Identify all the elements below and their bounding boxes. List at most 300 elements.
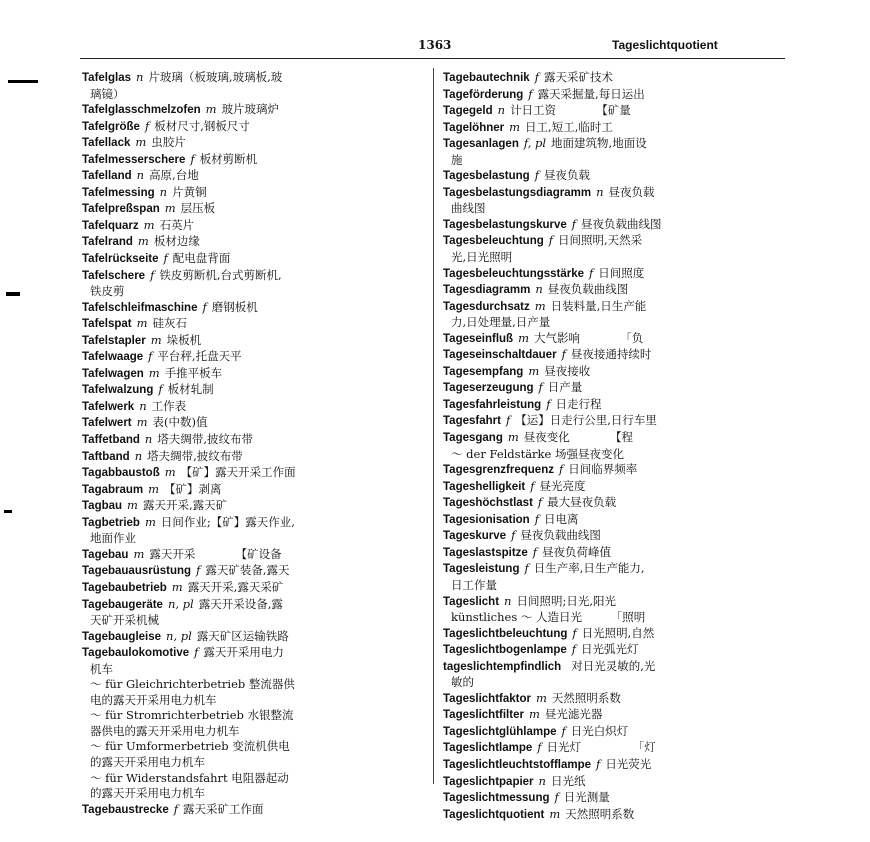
definition: 日光灯 「灯 <box>546 740 656 755</box>
grammar-tag: n <box>596 184 604 199</box>
headword: Tafelrand <box>82 236 133 249</box>
dictionary-entry <box>82 366 430 383</box>
dictionary-entry <box>82 802 430 819</box>
definition: 露天开采,露天矿 <box>142 498 228 513</box>
headword: Tagebaubetrieb <box>82 581 167 594</box>
headword: Tafelglasschmelzofen <box>82 104 201 117</box>
grammar-tag: f <box>524 561 529 576</box>
headword: Tafelwagen <box>82 367 144 380</box>
headword: Tagelöhner <box>443 121 505 134</box>
dictionary-entry <box>443 168 785 185</box>
dictionary-entry <box>82 300 430 317</box>
grammar-tag: n <box>134 448 143 463</box>
continuation-line: künstliches ～ 人造日光 「照明 <box>451 610 646 625</box>
definition: 日电离 <box>543 511 579 526</box>
grammar-tag: m <box>507 430 519 445</box>
definition: 昼夜负载曲线图 <box>581 216 662 231</box>
grammar-tag: f <box>571 216 577 231</box>
definition: 表(中数)值 <box>152 415 208 430</box>
grammar-tag: f <box>537 740 542 755</box>
definition: 露天采掘量,每日运出 <box>537 86 645 101</box>
dictionary-entry <box>82 415 430 432</box>
page-number: 1363 <box>418 38 452 52</box>
definition: 对日光灵敏的,光 <box>571 658 656 673</box>
grammar-tag: f <box>554 790 559 805</box>
grammar-tag: f <box>196 563 201 578</box>
headword: Tageserzeugung <box>443 382 534 395</box>
headword: Tagesbelastung <box>443 170 530 183</box>
headword: Taftband <box>82 450 130 463</box>
grammar-tag: f <box>589 265 594 280</box>
definition: 层压板 <box>180 201 216 216</box>
definition: 昼光亮度 <box>539 478 586 493</box>
grammar-tag: f <box>194 645 199 660</box>
headword: Tafelquarz <box>82 219 139 232</box>
grammar-tag: f <box>158 382 163 397</box>
headword: Tagbetrieb <box>82 516 140 529</box>
continuation-line: 铁皮剪 <box>90 284 125 299</box>
definition: 日间照度 <box>598 265 645 280</box>
definition: 日光荧光 <box>605 756 652 771</box>
headword: Tagesgrenzfrequenz <box>443 464 554 477</box>
grammar-tag: f <box>572 625 577 640</box>
definition: 昼夜负载曲线图 <box>547 282 629 297</box>
grammar-tag: n, pl <box>166 628 192 643</box>
dictionary-entry <box>443 331 785 348</box>
definition: 露天矿区运输铁路 <box>196 628 289 643</box>
grammar-tag: n <box>504 593 512 608</box>
continuation-line: ～ für Stromrichterbetrieb 水银整流 <box>90 708 294 723</box>
headword: Tagesdurchsatz <box>443 300 530 313</box>
definition: 露天开采设备,露 <box>198 596 283 611</box>
dictionary-entry <box>82 135 430 152</box>
definition: 昼夜接收 <box>544 363 591 378</box>
headword: Tageslichtlampe <box>443 742 533 755</box>
grammar-tag: m <box>143 217 155 232</box>
dictionary-entry <box>443 462 785 479</box>
definition: 日间照明;日光,阳光 <box>516 593 616 608</box>
headword: Tafelland <box>82 170 132 183</box>
definition: 日装料量,日生产能 <box>550 298 647 313</box>
grammar-tag: f <box>561 347 566 362</box>
dictionary-entry <box>82 168 430 185</box>
headword: Tagebaustrecke <box>82 803 169 816</box>
grammar-tag: f <box>596 756 601 771</box>
headword: Tagesanlagen <box>443 138 519 151</box>
dictionary-entry <box>82 382 430 399</box>
definition: 日间照明,天然采 <box>558 233 643 248</box>
definition: 天然照明系数 <box>565 806 635 821</box>
continuation-line: 地面作业 <box>90 531 136 546</box>
headword: Tageshelligkeit <box>443 480 526 493</box>
grammar-tag: n <box>159 184 168 199</box>
definition: 石英片 <box>159 217 195 232</box>
headword: Tafelpreßspan <box>82 203 160 216</box>
definition: 塔夫绸带,披纹布带 <box>157 432 253 447</box>
definition: 【矿】剥离 <box>164 481 222 496</box>
right-column <box>443 70 785 823</box>
headword: Tageshöchstlast <box>443 497 533 510</box>
definition: 日光照明,自然 <box>581 625 655 640</box>
dictionary-entry <box>443 233 785 250</box>
grammar-tag: f <box>202 299 207 314</box>
headword: Tagesbeleuchtung <box>443 235 544 248</box>
headword: Tageslichtfaktor <box>443 692 531 705</box>
continuation-line: 璃镜） <box>90 86 125 101</box>
continuation-line: 敏的 <box>451 675 474 690</box>
dictionary-entry <box>82 629 430 646</box>
continuation-line: 的露天开采用电力机车 <box>90 754 205 769</box>
definition: 露天采矿工作面 <box>182 801 264 816</box>
dictionary-entry <box>82 316 430 333</box>
dictionary-entry <box>443 594 785 611</box>
definition: 日间作业;【矿】露天作业, <box>160 514 295 529</box>
grammar-tag: m <box>205 102 217 117</box>
continuation-line: 光,日光照明 <box>451 250 513 265</box>
headword: Tagebaulokomotive <box>82 647 190 660</box>
dictionary-entry <box>443 380 785 397</box>
grammar-tag: f <box>537 495 543 510</box>
headword: Tagesionisation <box>443 513 530 526</box>
dictionary-entry <box>443 103 785 120</box>
dictionary-entry <box>82 185 430 202</box>
continuation-line: 日工作量 <box>451 577 497 592</box>
continuation-line: 机车 <box>90 661 113 676</box>
definition: 塔夫绸带,披纹布带 <box>147 448 243 463</box>
headword: Tagesfahrt <box>443 415 501 428</box>
dictionary-entry <box>443 707 785 724</box>
definition: 板材剪断机 <box>199 151 258 166</box>
grammar-tag: f <box>528 86 533 101</box>
grammar-tag: m <box>534 298 546 313</box>
header-rule <box>80 58 785 59</box>
headword: Tafelspat <box>82 318 132 331</box>
grammar-tag: f <box>532 544 538 559</box>
grammar-tag: f <box>538 380 543 395</box>
definition: 昼夜负载 <box>608 184 655 199</box>
grammar-tag: m <box>509 119 521 134</box>
definition: 板材尺寸,钢板尺寸 <box>154 118 250 133</box>
continuation-line: ～ für Umformerbetrieb 变流机供电 <box>90 739 290 754</box>
dictionary-entry <box>82 333 430 350</box>
definition: 工作表 <box>151 398 187 413</box>
dictionary-entry <box>443 528 785 545</box>
continuation-line: 曲线图 <box>451 201 486 216</box>
definition: 日间临界频率 <box>568 462 638 477</box>
grammar-tag: f <box>163 251 168 266</box>
definition: 地面建筑物,地面设 <box>551 136 647 151</box>
dictionary-entry <box>443 364 785 381</box>
definition: 昼夜负载曲线图 <box>520 528 601 543</box>
dictionary-entry <box>443 347 785 364</box>
definition: 日走行程 <box>555 396 602 411</box>
grammar-tag: m <box>127 498 138 513</box>
definition: 最大昼夜负载 <box>547 495 617 510</box>
definition: 大气影响 「负 <box>533 330 644 345</box>
grammar-tag: m <box>164 465 176 480</box>
dictionary-entry <box>443 413 785 430</box>
headword: Tageförderung <box>443 88 524 101</box>
definition: 昼光滤光器 <box>544 707 603 722</box>
grammar-tag: n <box>136 70 144 84</box>
definition: 硅灰石 <box>152 316 188 331</box>
grammar-tag: n <box>144 432 153 447</box>
definition: 昼夜接通持续时 <box>570 347 652 362</box>
grammar-tag: m <box>528 363 540 378</box>
dictionary-entry <box>443 299 785 316</box>
definition: 垛板机 <box>166 332 202 347</box>
dictionary-entry <box>443 561 785 578</box>
definition: 露天矿装备,露天 <box>205 563 290 578</box>
definition: 露天开采用电力 <box>203 645 284 660</box>
dictionary-entry <box>82 102 430 119</box>
continuation-line: 器供电的露天开采用电力机车 <box>90 723 240 738</box>
dictionary-entry <box>82 482 430 499</box>
headword: Tafellack <box>82 137 131 150</box>
continuation-line: ～ für Gleichrichterbetrieb 整流器供 <box>90 677 295 692</box>
grammar-tag: n <box>139 398 147 413</box>
headword: Tagbau <box>82 500 123 513</box>
dictionary-entry <box>443 626 785 643</box>
dictionary-entry <box>82 201 430 218</box>
grammar-tag: m <box>136 316 148 331</box>
grammar-tag: f <box>546 396 551 411</box>
headword: Tagebauausrüstung <box>82 565 192 578</box>
headword: Tafelglas <box>82 72 131 84</box>
margin-mark <box>8 80 38 83</box>
grammar-tag: f <box>571 642 577 657</box>
headword: Tagegeld <box>443 105 493 118</box>
dictionary-entry <box>82 70 430 87</box>
headword: Tageslichtmessung <box>443 792 550 805</box>
grammar-tag: f <box>534 168 539 183</box>
grammar-tag: f <box>530 478 535 493</box>
dictionary-entry <box>443 724 785 741</box>
dictionary-entry <box>82 547 430 564</box>
dictionary-entry <box>443 87 785 104</box>
definition: 高原,台地 <box>149 168 199 183</box>
definition: 板材轧制 <box>167 382 214 397</box>
definition: 日工,短工,临时工 <box>525 119 613 134</box>
dictionary-entry <box>443 282 785 299</box>
grammar-tag: m <box>518 330 529 345</box>
dictionary-entry <box>82 251 430 268</box>
headword: Tageskurve <box>443 530 507 543</box>
definition: 板材边缘 <box>153 234 200 249</box>
dictionary-entry <box>443 185 785 202</box>
grammar-tag: f <box>144 118 150 133</box>
headword: Tageslichtbogenlampe <box>443 644 567 657</box>
grammar-tag: f <box>558 462 564 477</box>
grammar-tag: n <box>535 282 543 297</box>
headword: Tagebaugleise <box>82 630 162 643</box>
definition: 昼夜负荷峰值 <box>542 544 612 559</box>
continuation-line: ～ der Feldstärke 场强昼夜变化 <box>451 446 624 461</box>
dictionary-entry <box>82 645 430 662</box>
continuation-line: 的露天开采用电力机车 <box>90 786 205 801</box>
column-divider <box>433 68 434 784</box>
definition: 日产量 <box>547 380 583 395</box>
headword: Tafelwerk <box>82 400 135 413</box>
headword: Tageslicht <box>443 595 500 608</box>
definition: 虫胶片 <box>151 135 186 150</box>
grammar-tag: f <box>505 413 511 428</box>
headword: Tageslichtglühlampe <box>443 725 557 738</box>
grammar-tag: m <box>133 546 145 561</box>
grammar-tag: n <box>136 168 145 183</box>
headword: tageslichtempfindlich <box>443 660 562 673</box>
dictionary-entry <box>443 397 785 414</box>
dictionary-entry <box>82 152 430 169</box>
dictionary-entry <box>82 218 430 235</box>
grammar-tag: m <box>549 806 561 821</box>
dictionary-entry <box>82 119 430 136</box>
dictionary-entry <box>82 449 430 466</box>
headword: Tageseinfluß <box>443 332 514 345</box>
dictionary-entry <box>82 399 430 416</box>
definition: 磨钢板机 <box>211 299 258 314</box>
definition: 昼夜变化 【程 <box>523 430 634 445</box>
headword: Tafelwalzung <box>82 384 154 397</box>
dictionary-entry <box>443 217 785 234</box>
headword: Tafelmessing <box>82 186 155 199</box>
dictionary-entry <box>82 498 430 515</box>
definition: 露天开采,露天采矿 <box>187 579 284 594</box>
definition: 手推平板车 <box>164 365 223 380</box>
dictionary-entry <box>443 807 785 824</box>
headword: Tafelgröße <box>82 120 140 133</box>
grammar-tag: m <box>535 690 547 705</box>
dictionary-entry <box>82 597 430 614</box>
headword: Tageslichtquotient <box>443 808 545 821</box>
grammar-tag: f <box>534 511 539 526</box>
headword: Tageslichtleuchtstofflampe <box>443 758 592 771</box>
headword: Tafelmesserschere <box>82 153 186 166</box>
left-column <box>82 70 430 818</box>
headword: Tagesfahrleistung <box>443 398 542 411</box>
dictionary-entry <box>443 774 785 791</box>
grammar-tag: m <box>136 415 148 430</box>
headword: Tagesdiagramm <box>443 284 531 297</box>
grammar-tag: m <box>135 135 147 150</box>
dictionary-entry <box>443 740 785 757</box>
headword: Tageslichtbeleuchtung <box>443 627 568 640</box>
headword: Tagesbelastungskurve <box>443 218 567 231</box>
dictionary-entry <box>443 545 785 562</box>
continuation-line: ～ für Widerstandsfahrt 电阻器起动 <box>90 770 289 785</box>
dictionary-entry <box>443 790 785 807</box>
dictionary-entry <box>443 659 785 676</box>
dictionary-entry <box>82 349 430 366</box>
dictionary-entry <box>82 234 430 251</box>
grammar-tag: m <box>148 481 160 496</box>
dictionary-entry <box>443 642 785 659</box>
headword: Tagabbaustoß <box>82 467 160 480</box>
definition: 平台秤,托盘天平 <box>157 349 242 364</box>
headword: Tageseinschaltdauer <box>443 349 557 362</box>
headword: Tageslichtfilter <box>443 709 524 722</box>
headword: Tagesempfang <box>443 365 524 378</box>
dictionary-entry <box>82 268 430 285</box>
headword: Tagesbelastungsdiagramm <box>443 186 592 199</box>
headword: Tagesbeleuchtungsstärke <box>443 267 585 280</box>
headword: Tagebau <box>82 548 129 561</box>
headword: Tagabraum <box>82 483 144 496</box>
dictionary-entry <box>443 691 785 708</box>
grammar-tag: f <box>511 528 516 543</box>
grammar-tag: n, pl <box>167 596 194 611</box>
grammar-tag: f <box>190 151 195 166</box>
grammar-tag: f <box>148 349 153 364</box>
definition: 玻片玻璃炉 <box>221 102 280 117</box>
definition: 配电盘背面 <box>172 251 231 266</box>
dictionary-entry <box>443 136 785 153</box>
headword: Tafelwaage <box>82 351 144 364</box>
grammar-tag: f <box>534 70 539 84</box>
dictionary-entry <box>82 465 430 482</box>
headword: Tafelschleifmaschine <box>82 301 198 314</box>
grammar-tag: m <box>150 332 162 347</box>
grammar-tag: m <box>137 234 149 249</box>
continuation-line: 施 <box>451 152 463 167</box>
dictionary-entry <box>443 70 785 87</box>
grammar-tag: n <box>538 773 546 788</box>
headword: Tagesgang <box>443 432 503 445</box>
margin-mark <box>6 292 20 296</box>
definition: 日光纸 <box>550 773 586 788</box>
definition: 铁皮剪断机,台式剪断机, <box>159 267 282 282</box>
dictionary-entry <box>82 563 430 580</box>
definition: 【运】日走行公里,日行车里 <box>515 413 657 428</box>
dictionary-entry <box>443 757 785 774</box>
grammar-tag: f <box>561 723 566 738</box>
definition: 片黄铜 <box>172 184 207 199</box>
headword: Tageslichtpapier <box>443 775 534 788</box>
definition: 日生产率,日生产能力, <box>533 561 645 576</box>
grammar-tag: f <box>150 267 155 282</box>
grammar-tag: m <box>528 707 540 722</box>
definition: 露天采矿技术 <box>543 70 613 84</box>
dictionary-entry <box>82 580 430 597</box>
headword: Tafelschere <box>82 269 146 282</box>
running-head: Tageslichtquotient <box>612 38 718 52</box>
continuation-line: 力,日处理量,日产量 <box>451 315 551 330</box>
headword: Taffetband <box>82 434 140 447</box>
headword: Tageslastspitze <box>443 546 528 559</box>
headword: Tafelwert <box>82 417 132 430</box>
grammar-tag: n <box>497 103 506 118</box>
grammar-tag: m <box>164 201 176 216</box>
continuation-line: 电的露天开采用电力机车 <box>90 692 217 707</box>
dictionary-entry <box>443 479 785 496</box>
dictionary-entry <box>443 512 785 529</box>
definition: 片玻璃（板玻璃,玻璃板,玻 <box>148 70 283 84</box>
definition: 日光测量 <box>563 790 610 805</box>
headword: Tagebaugeräte <box>82 598 163 611</box>
dictionary-entry <box>82 432 430 449</box>
grammar-tag: m <box>148 365 160 380</box>
grammar-tag: f <box>548 233 554 248</box>
dictionary-entry <box>443 266 785 283</box>
grammar-tag: f, pl <box>523 136 547 151</box>
grammar-tag: m <box>144 514 156 529</box>
definition: 昼夜负载 <box>543 168 590 183</box>
definition: 【矿】露天开采工作面 <box>180 465 296 480</box>
continuation-line: 天矿开采机械 <box>90 613 159 628</box>
grammar-tag: m <box>171 579 183 594</box>
definition: 日光白炽灯 <box>570 723 629 738</box>
headword: Tagesleistung <box>443 563 520 576</box>
